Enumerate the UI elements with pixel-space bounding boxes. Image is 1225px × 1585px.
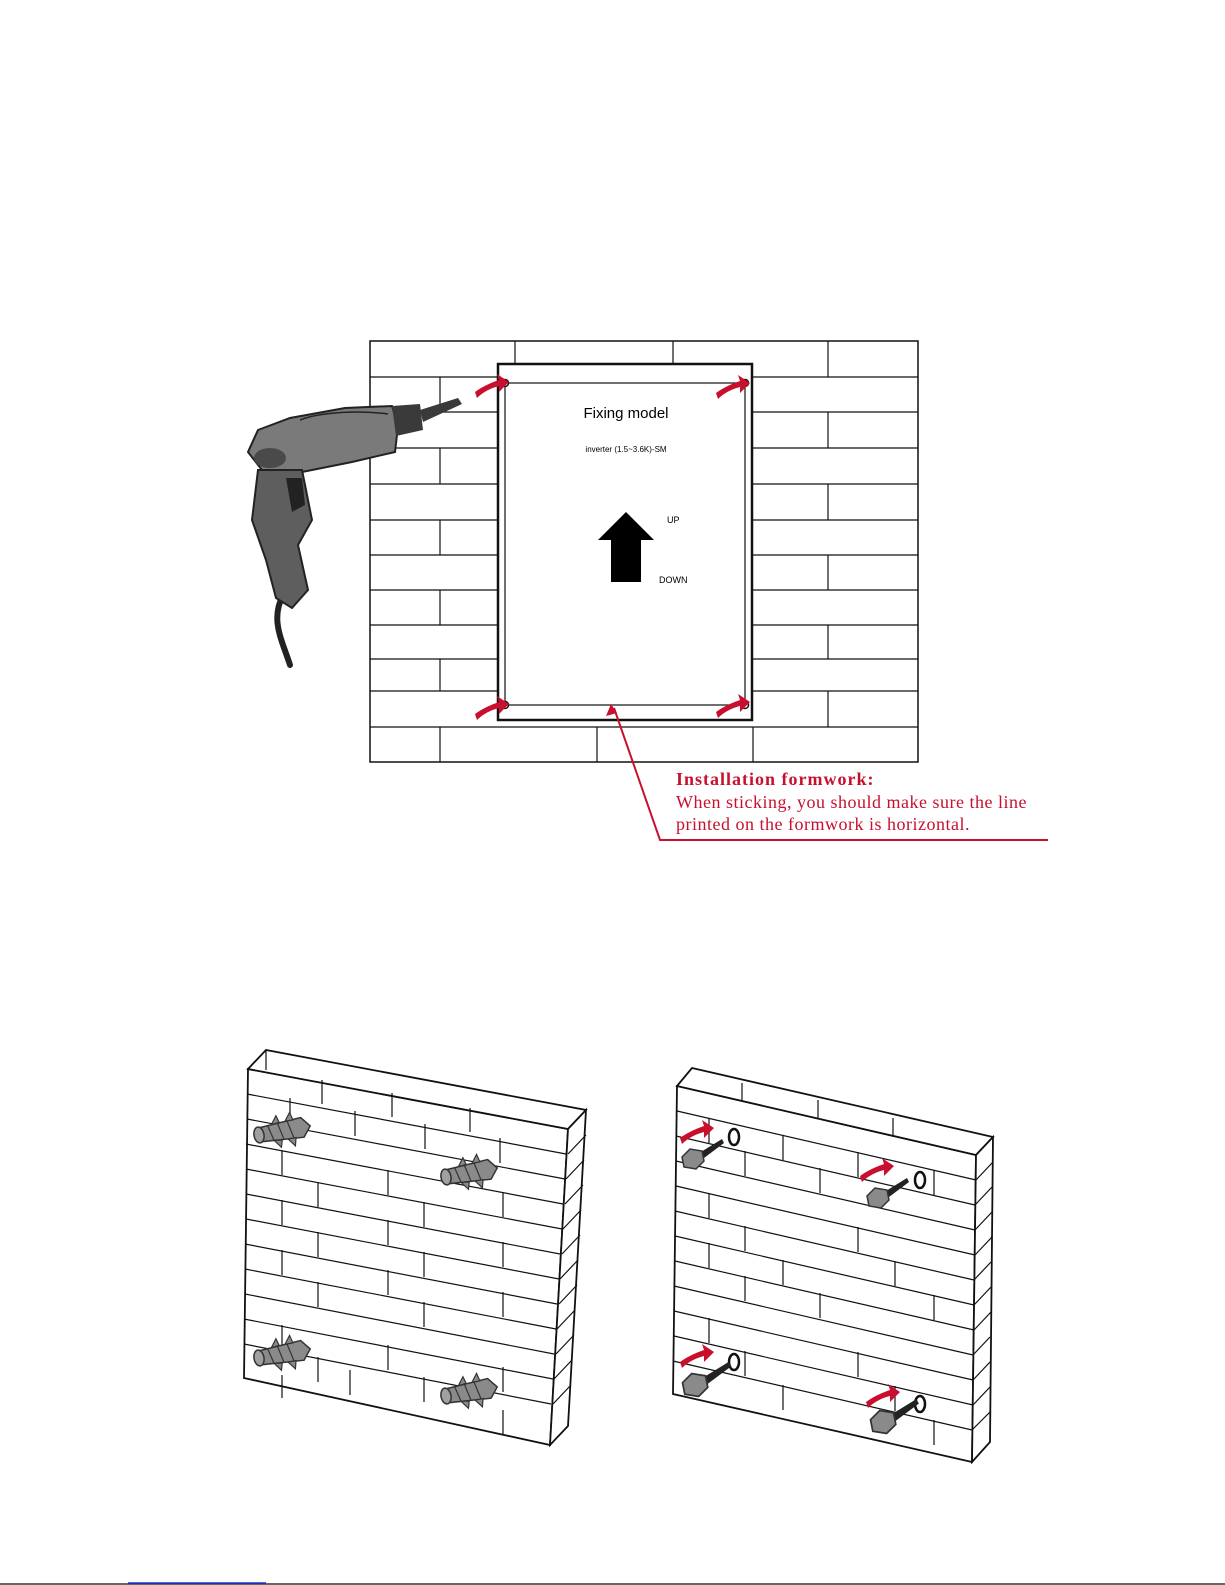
drilled-hole	[915, 1172, 925, 1188]
template-model: inverter (1.5~3.6K)-SM	[585, 445, 667, 454]
callout-line-2: printed on the formwork is horizontal.	[676, 814, 970, 834]
brick-wall-bolts	[673, 1068, 993, 1462]
up-label: UP	[667, 515, 680, 525]
callout-line-1: When sticking, you should make sure the line	[676, 792, 1027, 812]
brick-wall-anchors	[244, 1050, 586, 1445]
callout-heading: Installation formwork:	[676, 769, 875, 789]
drilled-hole	[729, 1354, 739, 1370]
fixing-template	[498, 364, 752, 720]
down-label: DOWN	[659, 575, 688, 585]
template-title: Fixing model	[583, 405, 669, 422]
drilled-hole	[729, 1129, 739, 1145]
